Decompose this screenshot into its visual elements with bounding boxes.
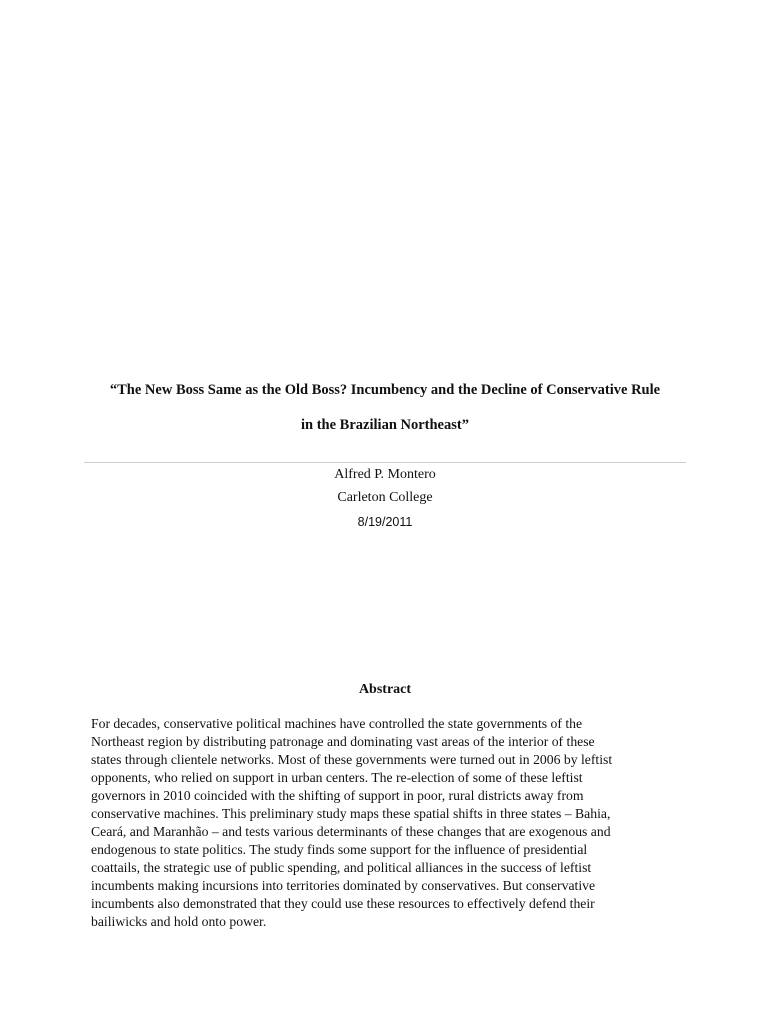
paper-title-line-1: “The New Boss Same as the Old Boss? Incumbency and the Decline of Conservative Rule xyxy=(109,382,661,398)
abstract-heading: Abstract xyxy=(358,682,412,697)
author-affiliation: Carleton College xyxy=(337,490,433,505)
abstract-line: governors in 2010 coincided with the shifting of support in poor, rural districts away from xyxy=(91,788,584,803)
paper-date: 8/19/2011 xyxy=(357,515,413,529)
abstract-line: incumbents making incursions into territories dominated by conservatives. But conservative xyxy=(91,878,596,893)
abstract-line: conservative machines. This preliminary study maps these spatial shifts in three states – Bahia, xyxy=(91,806,611,821)
abstract-line: opponents, who relied on support in urban centers. The re-election of some of these leftist xyxy=(91,770,583,785)
title-divider xyxy=(84,462,686,463)
abstract-body xyxy=(91,715,651,931)
abstract-line: Northeast region by distributing patronage and dominating vast areas of the interior of these xyxy=(91,734,595,749)
paper-title-line-2: in the Brazilian Northeast” xyxy=(301,417,469,433)
abstract-line: bailiwicks and hold onto power. xyxy=(91,914,267,929)
abstract-line: For decades, conservative political machines have controlled the state governments of the xyxy=(91,716,583,731)
abstract-line: incumbents also demonstrated that they could use these resources to effectively defend their xyxy=(91,896,595,911)
abstract-line: states through clientele networks. Most of these governments were turned out in 2006 by leftist xyxy=(91,752,613,767)
author-name: Alfred P. Montero xyxy=(334,467,436,482)
abstract-line: coattails, the strategic use of public spending, and political alliances in the success of leftist xyxy=(91,860,592,875)
abstract-line: endogenous to state politics. The study finds some support for the influence of presidential xyxy=(91,842,588,857)
abstract-line: Ceará, and Maranhão – and tests various determinants of these changes that are exogenous and xyxy=(91,824,611,839)
